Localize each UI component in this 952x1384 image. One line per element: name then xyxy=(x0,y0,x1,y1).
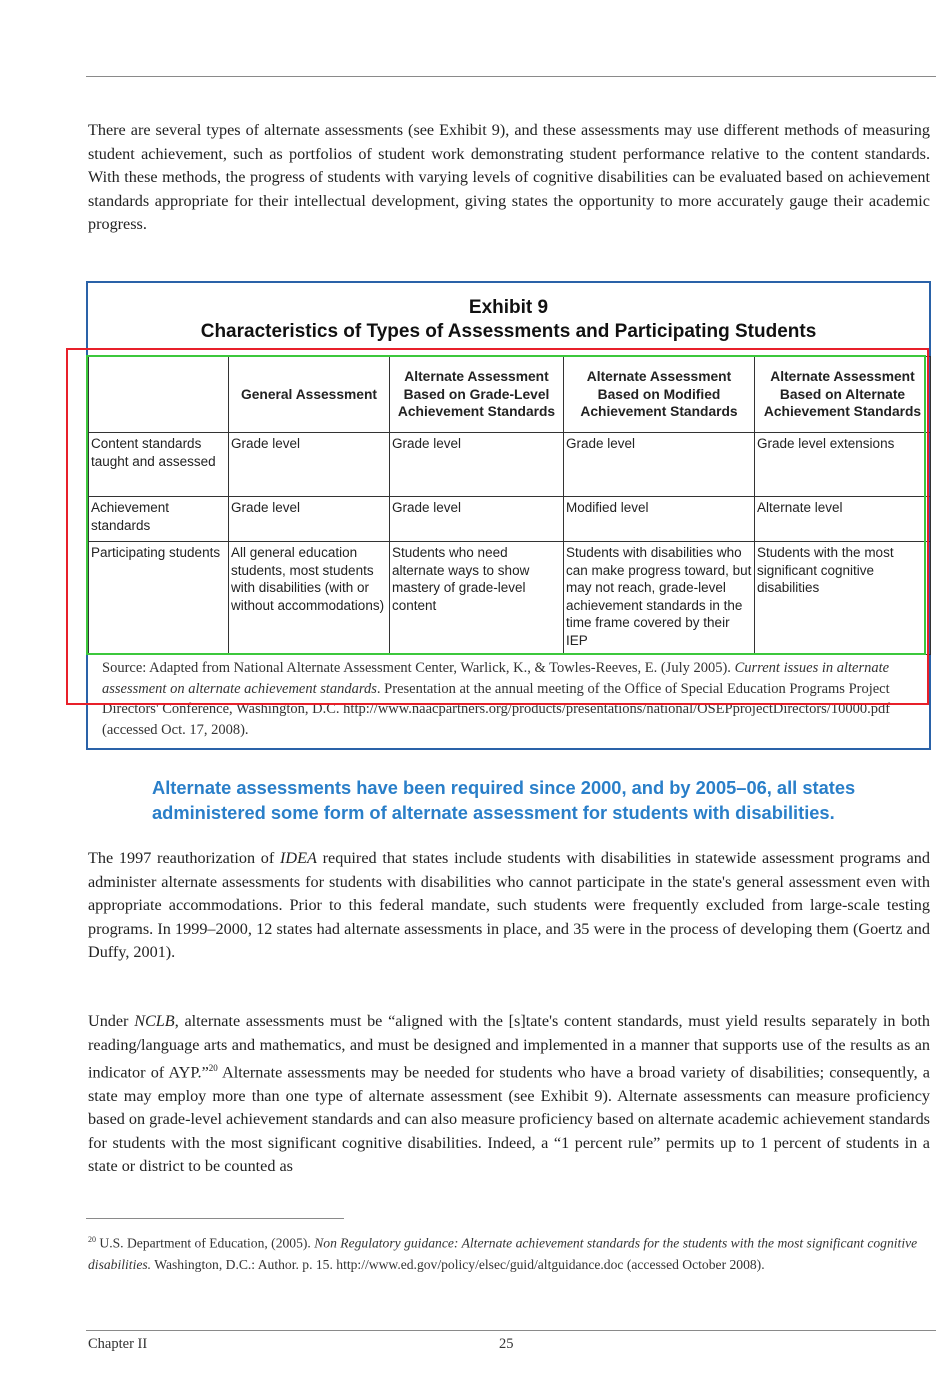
table-cell: Grade level xyxy=(564,433,755,497)
table-cell: Grade level xyxy=(229,497,390,542)
footnote-rule xyxy=(86,1218,344,1219)
paragraph-nclb xyxy=(88,1010,930,1179)
table-cell: Grade level extensions xyxy=(755,433,931,497)
section-headline: Alternate assessments have been required since 2000, and by 2005–06, all states administered some form of alternate assessment for students with disabilities. xyxy=(152,777,856,823)
text-run: , alternate assessments must be “aligned with the [s]tate's content standards, must yield results separately in both reading/language arts and mathematics, and must be designed and implemented in a manner that supports use of the results as an indicator of AYP.” xyxy=(88,1012,931,1082)
text-run-italic: NCLB xyxy=(134,1012,175,1030)
table-cell: Grade level xyxy=(390,433,564,497)
footnote-number: 20 xyxy=(88,1235,96,1244)
footer-chapter: Chapter II xyxy=(88,1336,148,1352)
footnote-ref: 20 xyxy=(208,1063,218,1073)
exhibit-title: Characteristics of Types of Assessments and Participating Students xyxy=(200,321,817,342)
footnote xyxy=(88,1229,928,1275)
table-cell: Participating students xyxy=(89,542,229,655)
text-run: Alternate assessments may be needed for students who have a broad variety of disabilities; consequently, a state may employ more than one type of alternate assessment (see Exhibit 9). Alternate assessments can measure proficiency based on grade-level achievement standards and can also measure proficiency based on alternate academic achievement standards for students with the most significant cognitive disabilities. Indeed, a “1 percent rule” permits up to 1 percent of students in a state or district to be counted as xyxy=(88,1063,930,1176)
table-cell: Modified level xyxy=(564,497,755,542)
table-cell: Students who need alternate ways to show mastery of grade-level content xyxy=(390,542,564,655)
text-run: required that states include students with disabilities in statewide assessment programs and administer alternate assessments for students with disabilities who cannot participate in the state's general assessment even with appropriate accommodations. Prior to this federal mandate, such students were frequently excluded from large-scale testing programs. In 1999–2000, 12 states had alternate assessments in place, and 35 were in the process of developing them (Goertz and Duffy, 2001). xyxy=(88,849,930,961)
table-cell: Achievement standards xyxy=(89,497,229,542)
table-header-cell: Alternate Assessment Based on Modified Achievement Standards xyxy=(564,357,755,433)
table-header-cell: Alternate Assessment Based on Grade-Level Achievement Standards xyxy=(390,357,564,433)
table-header-cell: Alternate Assessment Based on Alternate Achievement Standards xyxy=(755,357,931,433)
exhibit-label: Exhibit 9 xyxy=(468,297,549,318)
table-cell: Students with disabilities who can make progress toward, but may not reach, grade-level achievement standards in the time frame covered by their IEP xyxy=(564,542,755,655)
intro-paragraph: There are several types of alternate assessments (see Exhibit 9), and these assessments may use different methods of measuring student achievement, such as portfolios of student work demonstrating student performance relative to the content standards. With these methods, the progress of students with varying levels of cognitive disabilities can be evaluated based on achievement standards appropriate for their intellectual development, giving states the opportunity to more accurately gauge their academic progress. xyxy=(88,121,930,233)
table-cell: Alternate level xyxy=(755,497,931,542)
footer-rule xyxy=(86,1330,936,1331)
text-run: Under xyxy=(88,1012,135,1030)
source-suffix: . Presentation at the annual meeting of the Office of Special Education Programs Project Directors' Conference, Washington, D.C. http://www.naacpartners.org/products/presentations/national/OSEPprojectDirectors/10000.pdf (accessed Oct. 17, 2008). xyxy=(102,680,891,738)
table-cell: Content standards taught and assessed xyxy=(89,433,229,497)
annotation-box-green xyxy=(86,355,926,655)
source-title: Current issues in alternate assessment on alternate achievement standards xyxy=(102,660,890,697)
paragraph-idea xyxy=(88,847,930,965)
text-run: U.S. Department of Education, (2005). xyxy=(96,1235,315,1251)
page-number: 25 xyxy=(499,1336,514,1352)
table-cell: Grade level xyxy=(390,497,564,542)
table-cell: Grade level xyxy=(229,433,390,497)
text-run: Washington, D.C.: Author. p. 15. http://www.ed.gov/policy/elsec/guid/altguidance.doc (accessed October 2008). xyxy=(151,1256,765,1272)
table-cell: All general education students, most students with disabilities (with or without accommodations) xyxy=(229,542,390,655)
table-header-cell: General Assessment xyxy=(229,357,390,433)
text-run: The 1997 reauthorization of xyxy=(88,849,281,867)
header-rule xyxy=(86,76,936,77)
text-run-italic: IDEA xyxy=(280,849,317,867)
text-run-italic: Non Regulatory guidance: Alternate achievement standards for the students with the most significant cognitive disabilities. xyxy=(88,1235,918,1272)
source-prefix: Source: Adapted from National Alternate Assessment Center, Warlick, K., & Towles-Reeves, E. (July 2005). xyxy=(102,660,735,676)
table-cell: Students with the most significant cognitive disabilities xyxy=(755,542,931,655)
